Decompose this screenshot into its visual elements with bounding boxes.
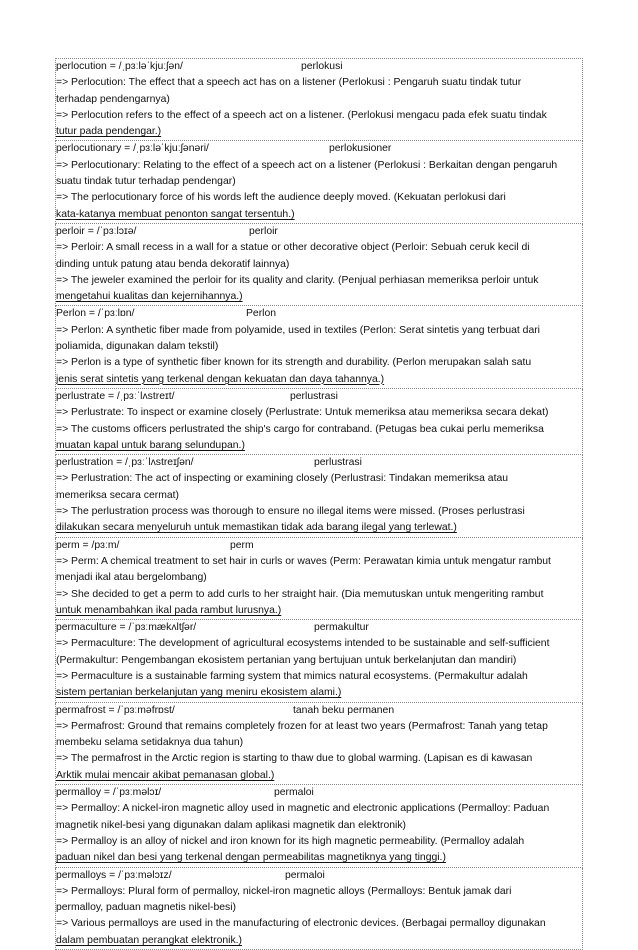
entry-text-line: permalloy, paduan magnetis nikel-besi)	[56, 902, 237, 914]
dictionary-entry	[55, 224, 583, 306]
headword-translation: permakultur	[314, 622, 369, 634]
headword-pronunciation: Perlon = /ˈpɜːlɒn/	[56, 308, 135, 320]
dictionary-page	[55, 58, 583, 950]
dictionary-entry	[55, 785, 583, 867]
entry-text-line: (Permakultur: Pengembangan ekosistem pertanian yang bertujuan untuk berkelanjutan dan mandiri)	[56, 654, 517, 666]
headword-pronunciation: perloir = /ˈpɜːlɔɪə/	[56, 225, 137, 237]
dictionary-entry	[55, 58, 583, 141]
entry-headword	[56, 868, 582, 884]
entry-text-line: kata-katanya membuat penonton sangat tersentuh.)	[56, 208, 295, 220]
headword-pronunciation: perm = /pɜːm/	[56, 539, 120, 551]
entry-text-line: menjadi ikal atau bergelombang)	[56, 572, 207, 584]
entry-text-line: membeku selama setidaknya dua tahun)	[56, 737, 244, 749]
entry-text-line: => Permaculture: The development of agricultural ecosystems intended to be sustainable and self-sufficient	[56, 638, 550, 650]
entry-headword	[56, 703, 582, 719]
entry-text-line: Arktik mulai mencair akibat pemanasan global.)	[56, 769, 275, 781]
headword-pronunciation: perlocutionary = /ˌpɜːləˈkjuːʃənəri/	[56, 143, 209, 155]
headword-pronunciation: permafrost = /ˈpɜːməfrɒst/	[56, 704, 175, 716]
entry-text-line: mengetahui kualitas dan kejernihannya.)	[56, 291, 243, 303]
entry-headword	[56, 306, 582, 322]
entry-headword	[56, 455, 582, 471]
entry-headword	[56, 785, 582, 801]
entry-text-line: muatan kapal untuk barang selundupan.)	[56, 439, 245, 451]
dictionary-entry	[55, 306, 583, 388]
headword-translation: perlokusi	[301, 61, 343, 72]
entry-text-line: => Permalloys: Plural form of permalloy, nickel-iron magnetic alloys (Permalloys: Bentuk jamak dari	[56, 885, 512, 897]
entry-text-line: => Perlon: A synthetic fiber made from polyamide, used in textiles (Perlon: Serat sintetis yang terbuat dari	[56, 324, 540, 336]
dictionary-entry	[55, 620, 583, 702]
entry-text-line: => Perlon is a type of synthetic fiber known for its strength and durability. (Perlon merupakan salah satu	[56, 357, 532, 369]
headword-translation: permaloi	[274, 787, 314, 799]
entry-text-line: => Perlocution: The effect that a speech act has on a listener (Perlokusi : Pengaruh suatu tindak tutur	[56, 77, 522, 89]
entry-text-line: untuk menambahkan ikal pada rambut lurusnya.)	[56, 604, 282, 616]
entry-text-line: => The customs officers perlustrated the ship's cargo for contraband. (Petugas bea cukai perlu memeriksa	[56, 423, 544, 435]
entry-text-line: => The perlustration process was thorough to ensure no illegal items were missed. (Proses perlustrasi	[56, 506, 525, 518]
entry-text-line: => Perlocutionary: Relating to the effect of a speech act on a listener (Perlokusi : Berkaitan dengan pengaruh	[56, 159, 558, 171]
entry-text-line: => The permafrost in the Arctic region is starting to thaw due to global warming. (Lapisan es di kawasan	[56, 753, 533, 765]
entry-text-line: => Perm: A chemical treatment to set hair in curls or waves (Perm: Perawatan kimia untuk mengatur rambut	[56, 555, 551, 567]
headword-translation: perlustrasi	[314, 457, 362, 469]
entry-text-line: sistem pertanian berkelanjutan yang meniru ekosistem alami.)	[56, 687, 342, 699]
entry-text-line: terhadap pendengarnya)	[56, 93, 170, 105]
headword-translation: perlokusioner	[329, 143, 392, 155]
entry-text-line: dalam pembuatan perangkat elektronik.)	[56, 934, 242, 946]
entry-text-line: dinding untuk patung atau benda dekoratif lainnya)	[56, 258, 290, 270]
entry-text-line: => Perlustrate: To inspect or examine closely (Perlustrate: Untuk memeriksa atau memeriksa secara dekat)	[56, 407, 549, 419]
entry-text-line: paduan nikel dan besi yang terkenal dengan permeabilitas magnetiknya yang tinggi.)	[56, 852, 446, 864]
dictionary-entry	[55, 868, 583, 950]
dictionary-entry	[55, 141, 583, 223]
entry-text-line: suatu tindak tutur terhadap pendengar)	[56, 176, 236, 188]
entry-headword	[56, 59, 582, 75]
entry-text-line: => Permalloy: A nickel-iron magnetic alloy used in magnetic and electronic applications (Permalloy: Paduan	[56, 803, 550, 815]
entry-text-line: => Permaculture is a sustainable farming system that mimics natural ecosystems. (Permakultur adalah	[56, 670, 528, 682]
entry-text-line: => Permalloy is an alloy of nickel and iron known for its high magnetic permeability. (Permalloy adalah	[56, 835, 525, 847]
dictionary-entry	[55, 455, 583, 537]
headword-translation: perloir	[249, 225, 278, 237]
entry-text-line: dilakukan secara menyeluruh untuk memastikan tidak ada barang ilegal yang terlewat.)	[56, 522, 457, 534]
entry-text-line: tutur pada pendengar.)	[56, 126, 162, 138]
headword-translation: Perlon	[246, 308, 277, 320]
entry-text-line: => She decided to get a perm to add curls to her straight hair. (Dia memutuskan untuk mengeriting rambut	[56, 588, 544, 600]
entry-headword	[56, 141, 582, 157]
headword-translation: tanah beku permanen	[293, 704, 395, 716]
headword-translation: perlustrasi	[290, 390, 338, 402]
dictionary-entry	[55, 389, 583, 455]
entry-text-line: => The perlocutionary force of his words left the audience deeply moved. (Kekuatan perlokusi dari	[56, 192, 506, 204]
headword-pronunciation: permalloy = /ˈpɜːməlɔɪ/	[56, 787, 162, 799]
entry-text-line: => The jeweler examined the perloir for its quality and clarity. (Penjual perhiasan memeriksa perloir untuk	[56, 274, 539, 286]
entry-text-line: => Perloir: A small recess in a wall for a statue or other decorative object (Perloir: Sebuah ceruk kecil di	[56, 242, 530, 254]
headword-pronunciation: perlustration = /ˌpɜːˈlʌstreɪʃən/	[56, 457, 194, 469]
headword-pronunciation: permalloys = /ˈpɜːməlɔɪz/	[56, 869, 172, 881]
headword-translation: perm	[230, 539, 254, 551]
headword-pronunciation: perlustrate = /ˌpɜːˈlʌstreɪt/	[56, 390, 175, 402]
headword-pronunciation: permaculture = /ˈpɜːmækʌltʃər/	[56, 622, 197, 634]
entry-text-line: => Perlustration: The act of inspecting or examining closely (Perlustrasi: Tindakan memeriksa atau	[56, 473, 509, 485]
entry-headword	[56, 538, 582, 554]
entry-text-line: => Permafrost: Ground that remains completely frozen for at least two years (Permafrost: Tanah yang tetap	[56, 720, 548, 732]
entry-headword	[56, 224, 582, 240]
entry-text-line: => Various permalloys are used in the manufacturing of electronic devices. (Berbagai permalloy digunakan	[56, 918, 546, 930]
dictionary-entry	[55, 538, 583, 620]
entry-text-line: poliamida, digunakan dalam tekstil)	[56, 341, 219, 353]
entry-headword	[56, 620, 582, 636]
headword-translation: permaloi	[285, 869, 325, 881]
entry-headword	[56, 389, 582, 405]
entry-text-line: jenis serat sintetis yang terkenal dengan kekuatan dan daya tahannya.)	[56, 373, 385, 385]
entry-text-line: => Perlocution refers to the effect of a speech act on a listener. (Perlokusi mengacu pada efek suatu tindak	[56, 109, 547, 121]
headword-pronunciation: perlocution = /ˌpɜːləˈkjuːʃən/	[56, 61, 183, 72]
entry-text-line: memeriksa secara cermat)	[56, 489, 179, 501]
entry-text-line: magnetik nikel-besi yang digunakan dalam aplikasi magnetik dan elektronik)	[56, 819, 407, 831]
dictionary-entry	[55, 703, 583, 785]
